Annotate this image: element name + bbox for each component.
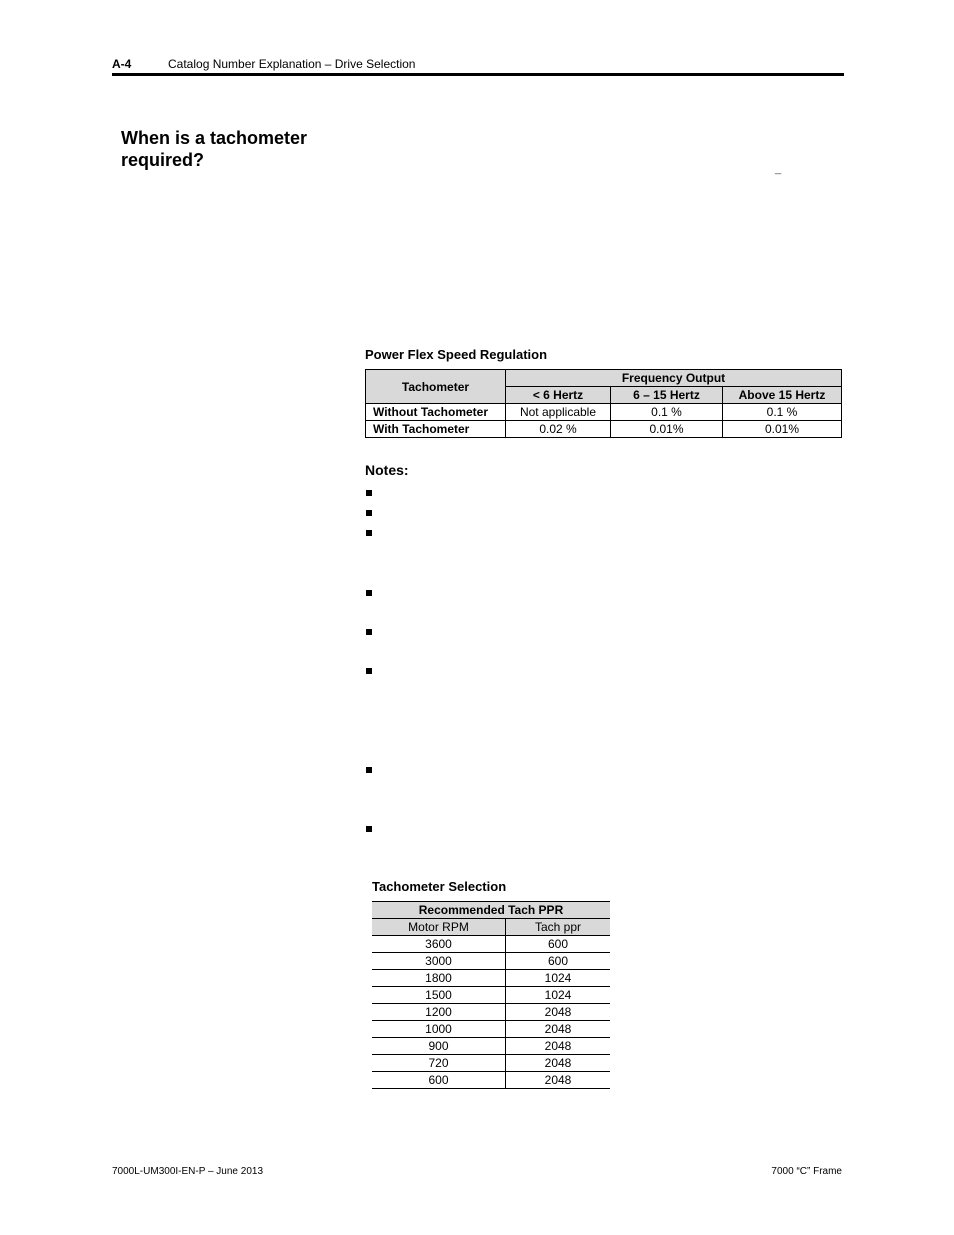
table-cell: 600 <box>372 1072 506 1089</box>
group-header: Frequency Output <box>506 370 842 387</box>
bullet-icon <box>366 826 372 832</box>
table-cell: 2048 <box>506 1072 611 1089</box>
table-cell: 3000 <box>372 953 506 970</box>
table-cell: 1200 <box>372 1004 506 1021</box>
tachometer-selection-table <box>372 901 610 1089</box>
table-row <box>372 970 610 987</box>
table-row <box>372 1038 610 1055</box>
bullet-icon <box>366 767 372 773</box>
corner-header: Tachometer <box>366 370 506 404</box>
bullet-icon <box>366 530 372 536</box>
table-cell: 1024 <box>506 987 611 1004</box>
stray-mark: _ <box>775 163 782 175</box>
bullet-icon <box>366 490 372 496</box>
table-row <box>372 953 610 970</box>
footer-product: 7000 “C” Frame <box>771 1166 842 1177</box>
bullet-icon <box>366 510 372 516</box>
table-cell: 0.01% <box>723 421 842 438</box>
table-cell: 1800 <box>372 970 506 987</box>
column-header: Motor RPM <box>372 919 506 936</box>
running-header: Catalog Number Explanation – Drive Selection <box>168 57 416 71</box>
column-header: < 6 Hertz <box>506 387 611 404</box>
table-cell: 720 <box>372 1055 506 1072</box>
speed-table-caption: Power Flex Speed Regulation <box>365 347 548 362</box>
bullet-icon <box>366 668 372 674</box>
table-row <box>372 1021 610 1038</box>
table-cell: 3600 <box>372 936 506 953</box>
table-cell: 0.1 % <box>611 404 723 421</box>
table-cell: 0.02 % <box>506 421 611 438</box>
table-cell: 2048 <box>506 1004 611 1021</box>
table-header: Recommended Tach PPR <box>372 902 610 919</box>
table-cell: 1000 <box>372 1021 506 1038</box>
table-cell: 1500 <box>372 987 506 1004</box>
table-row <box>372 1004 610 1021</box>
footer-doc-id: 7000L-UM300I-EN-P – June 2013 <box>112 1166 264 1177</box>
table-cell: 900 <box>372 1038 506 1055</box>
table-row <box>372 987 610 1004</box>
table-row <box>372 936 610 953</box>
table-cell: 0.01% <box>611 421 723 438</box>
table-cell: 2048 <box>506 1021 611 1038</box>
table-row <box>372 1072 610 1089</box>
table-row <box>366 404 842 421</box>
bullet-icon <box>366 629 372 635</box>
table-cell: 600 <box>506 936 611 953</box>
table-row <box>372 1055 610 1072</box>
page-number: A-4 <box>112 57 132 71</box>
table-cell: 2048 <box>506 1055 611 1072</box>
column-header: Tach ppr <box>506 919 611 936</box>
notes-heading: Notes: <box>365 462 409 478</box>
tach-table-caption: Tachometer Selection <box>372 879 507 894</box>
table-cell: 0.1 % <box>723 404 842 421</box>
column-header: 6 – 15 Hertz <box>611 387 723 404</box>
bullet-icon <box>366 590 372 596</box>
table-cell: 2048 <box>506 1038 611 1055</box>
row-label: Without Tachometer <box>366 404 506 421</box>
table-row <box>366 421 842 438</box>
speed-regulation-table <box>365 369 842 438</box>
table-cell: 1024 <box>506 970 611 987</box>
header-rule <box>112 73 844 76</box>
row-label: With Tachometer <box>366 421 506 438</box>
section-title: When is a tachometer required? <box>121 128 308 170</box>
table-cell: 600 <box>506 953 611 970</box>
column-header: Above 15 Hertz <box>723 387 842 404</box>
table-cell: Not applicable <box>506 404 611 421</box>
